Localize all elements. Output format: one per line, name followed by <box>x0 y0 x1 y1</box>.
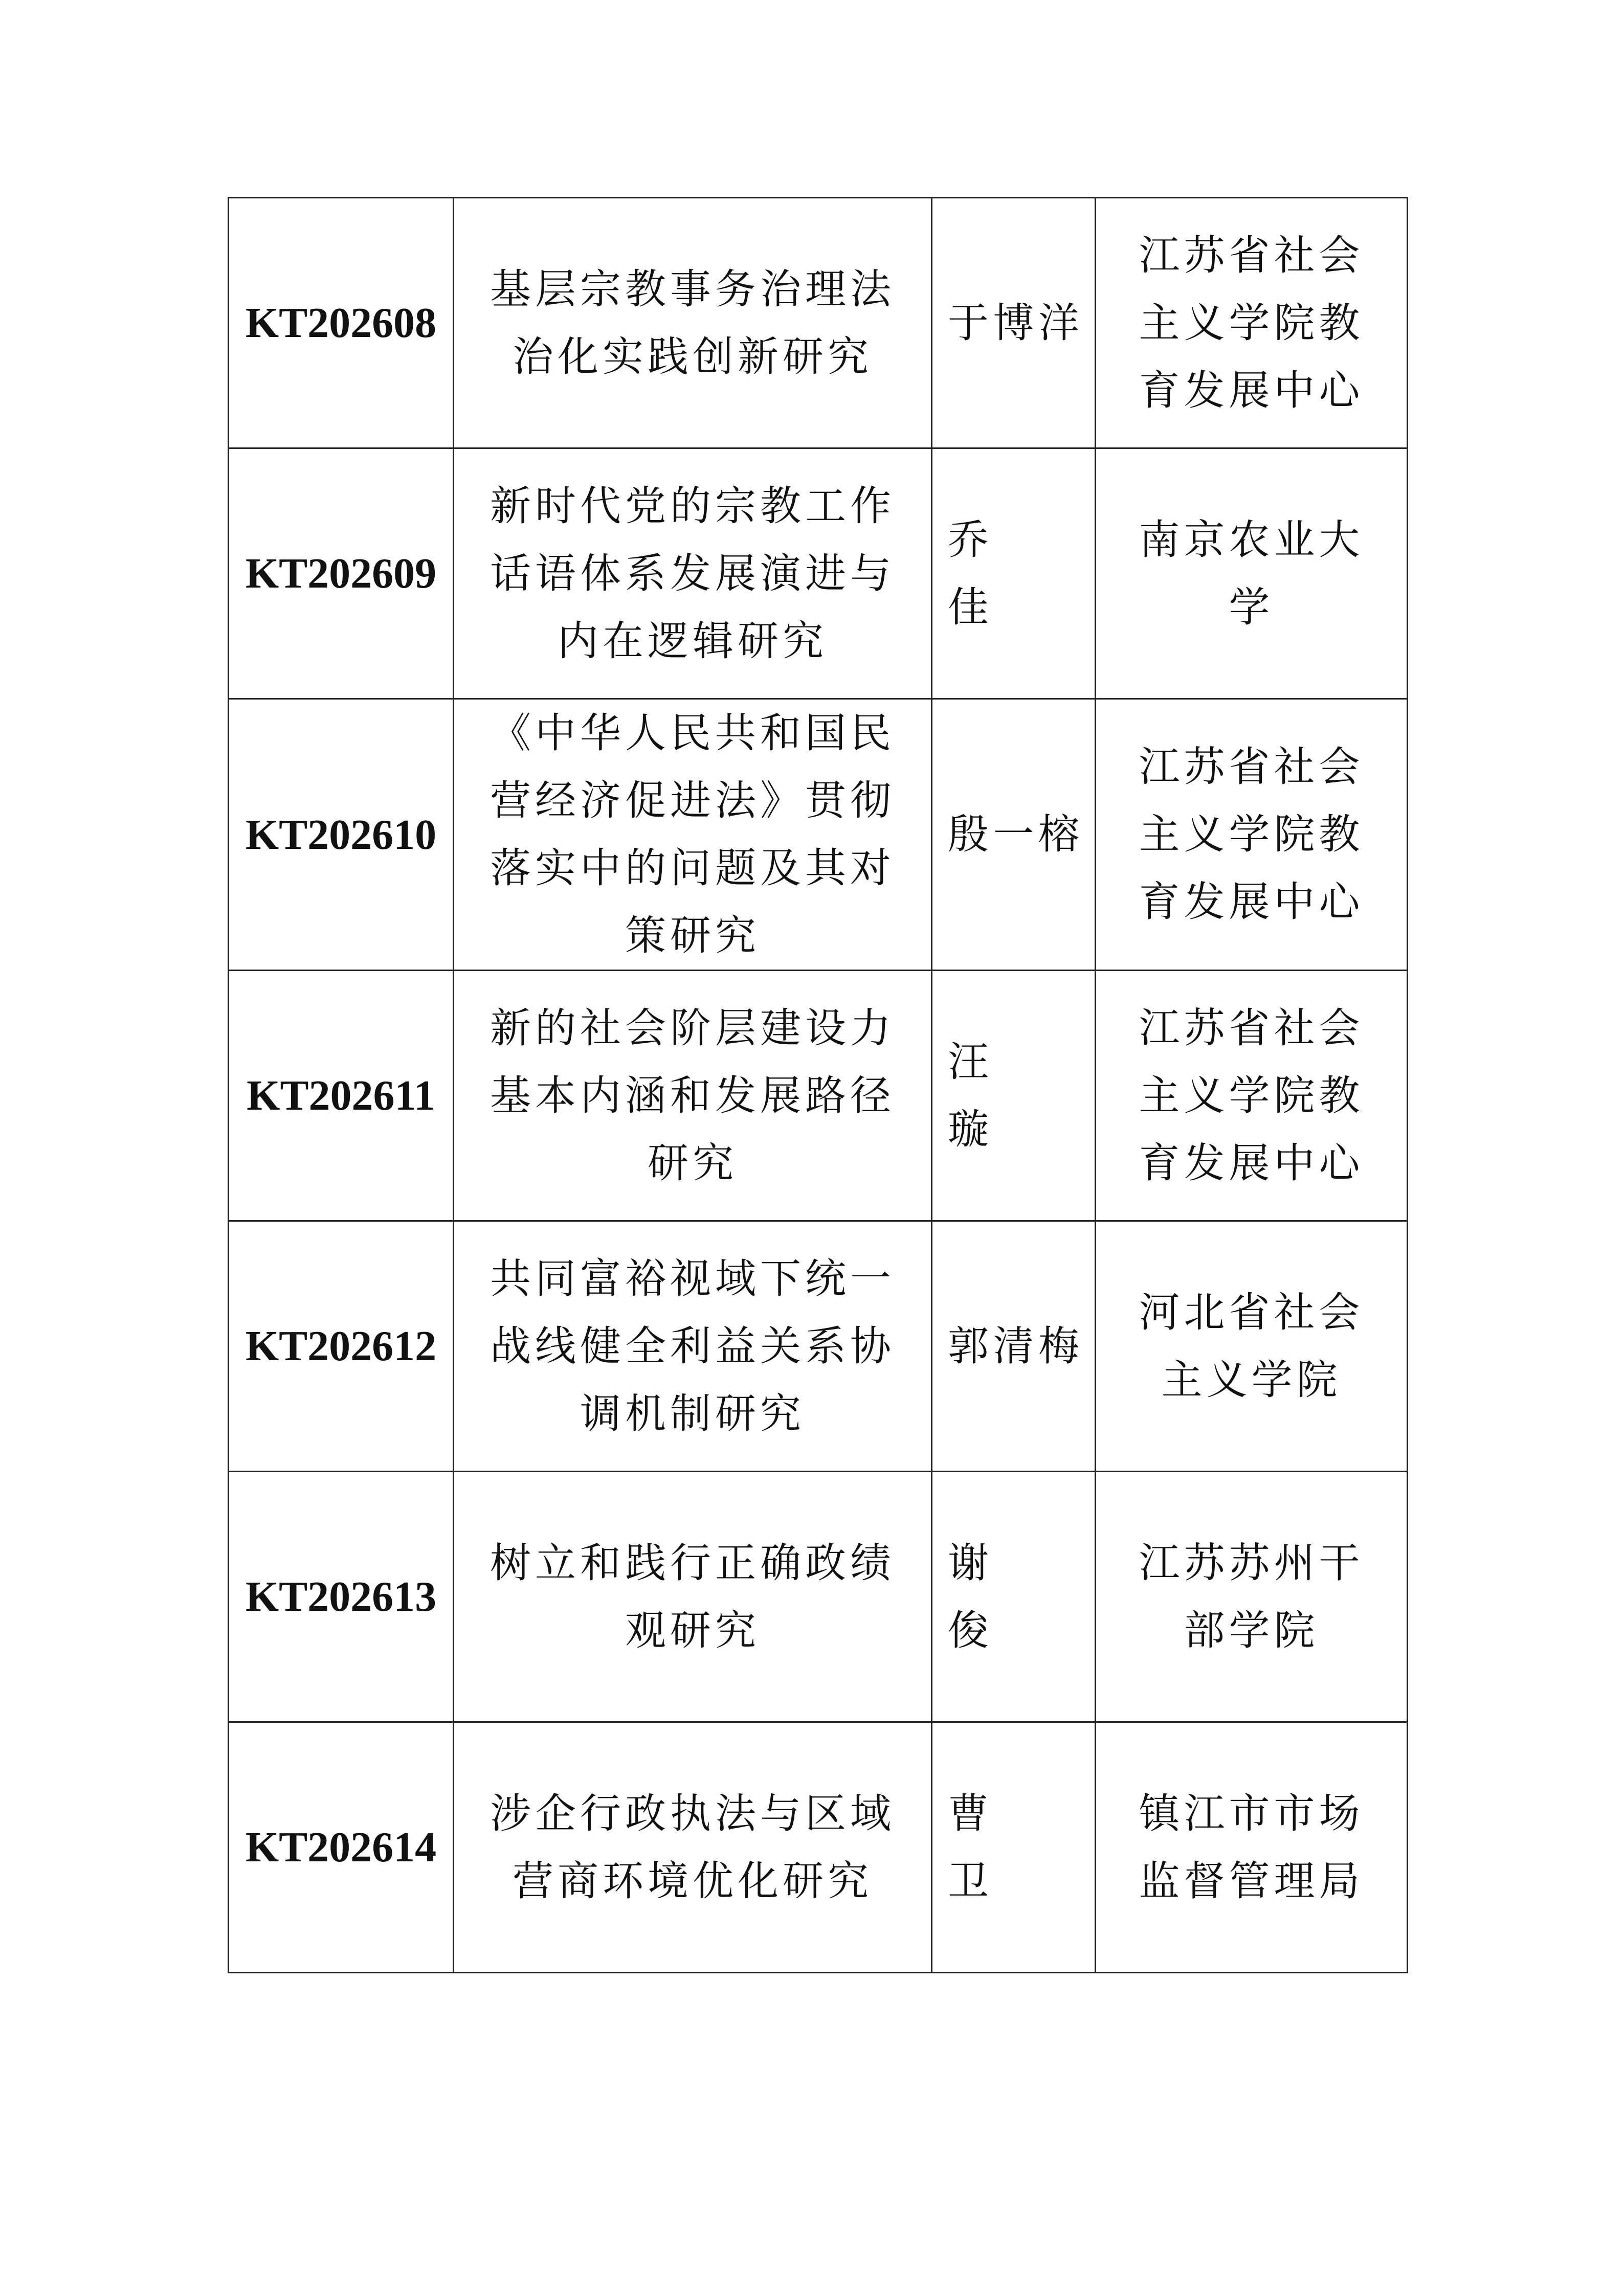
applicant-organization: 江苏省社会主义学院教育发展中心 <box>1096 971 1408 1221</box>
project-code: KT202613 <box>229 1472 454 1722</box>
project-title: 树立和践行正确政绩观研究 <box>454 1472 932 1722</box>
applicant-name: 于博洋 <box>932 198 1096 448</box>
table-row <box>229 699 1408 971</box>
applicant-organization: 江苏省社会主义学院教育发展中心 <box>1096 198 1408 448</box>
table-row <box>229 971 1408 1221</box>
applicant-name: 曹 卫 <box>932 1722 1096 1973</box>
project-code: KT202612 <box>229 1221 454 1472</box>
project-table <box>228 197 1408 1973</box>
project-code: KT202609 <box>229 448 454 699</box>
project-title: 基层宗教事务治理法治化实践创新研究 <box>454 198 932 448</box>
applicant-organization: 河北省社会主义学院 <box>1096 1221 1408 1472</box>
applicant-name: 乔 佳 <box>932 448 1096 699</box>
project-title: 新时代党的宗教工作话语体系发展演进与内在逻辑研究 <box>454 448 932 699</box>
applicant-organization: 镇江市市场监督管理局 <box>1096 1722 1408 1973</box>
project-code: KT202611 <box>229 971 454 1221</box>
project-code: KT202614 <box>229 1722 454 1973</box>
project-code: KT202610 <box>229 699 454 971</box>
applicant-organization: 南京农业大学 <box>1096 448 1408 699</box>
applicant-organization: 江苏省社会主义学院教育发展中心 <box>1096 699 1408 971</box>
table-row <box>229 1722 1408 1973</box>
project-title: 共同富裕视域下统一战线健全利益关系协调机制研究 <box>454 1221 932 1472</box>
applicant-name: 谢 俊 <box>932 1472 1096 1722</box>
project-title: 涉企行政执法与区域营商环境优化研究 <box>454 1722 932 1973</box>
table-row <box>229 1221 1408 1472</box>
applicant-name: 郭清梅 <box>932 1221 1096 1472</box>
applicant-organization: 江苏苏州干部学院 <box>1096 1472 1408 1722</box>
table-row <box>229 1472 1408 1722</box>
table-row <box>229 198 1408 448</box>
applicant-name: 汪 璇 <box>932 971 1096 1221</box>
project-title: 新的社会阶层建设力基本内涵和发展路径研究 <box>454 971 932 1221</box>
project-code: KT202608 <box>229 198 454 448</box>
project-title: 《中华人民共和国民营经济促进法》贯彻落实中的问题及其对策研究 <box>454 699 932 971</box>
table-row <box>229 448 1408 699</box>
applicant-name: 殷一榕 <box>932 699 1096 971</box>
